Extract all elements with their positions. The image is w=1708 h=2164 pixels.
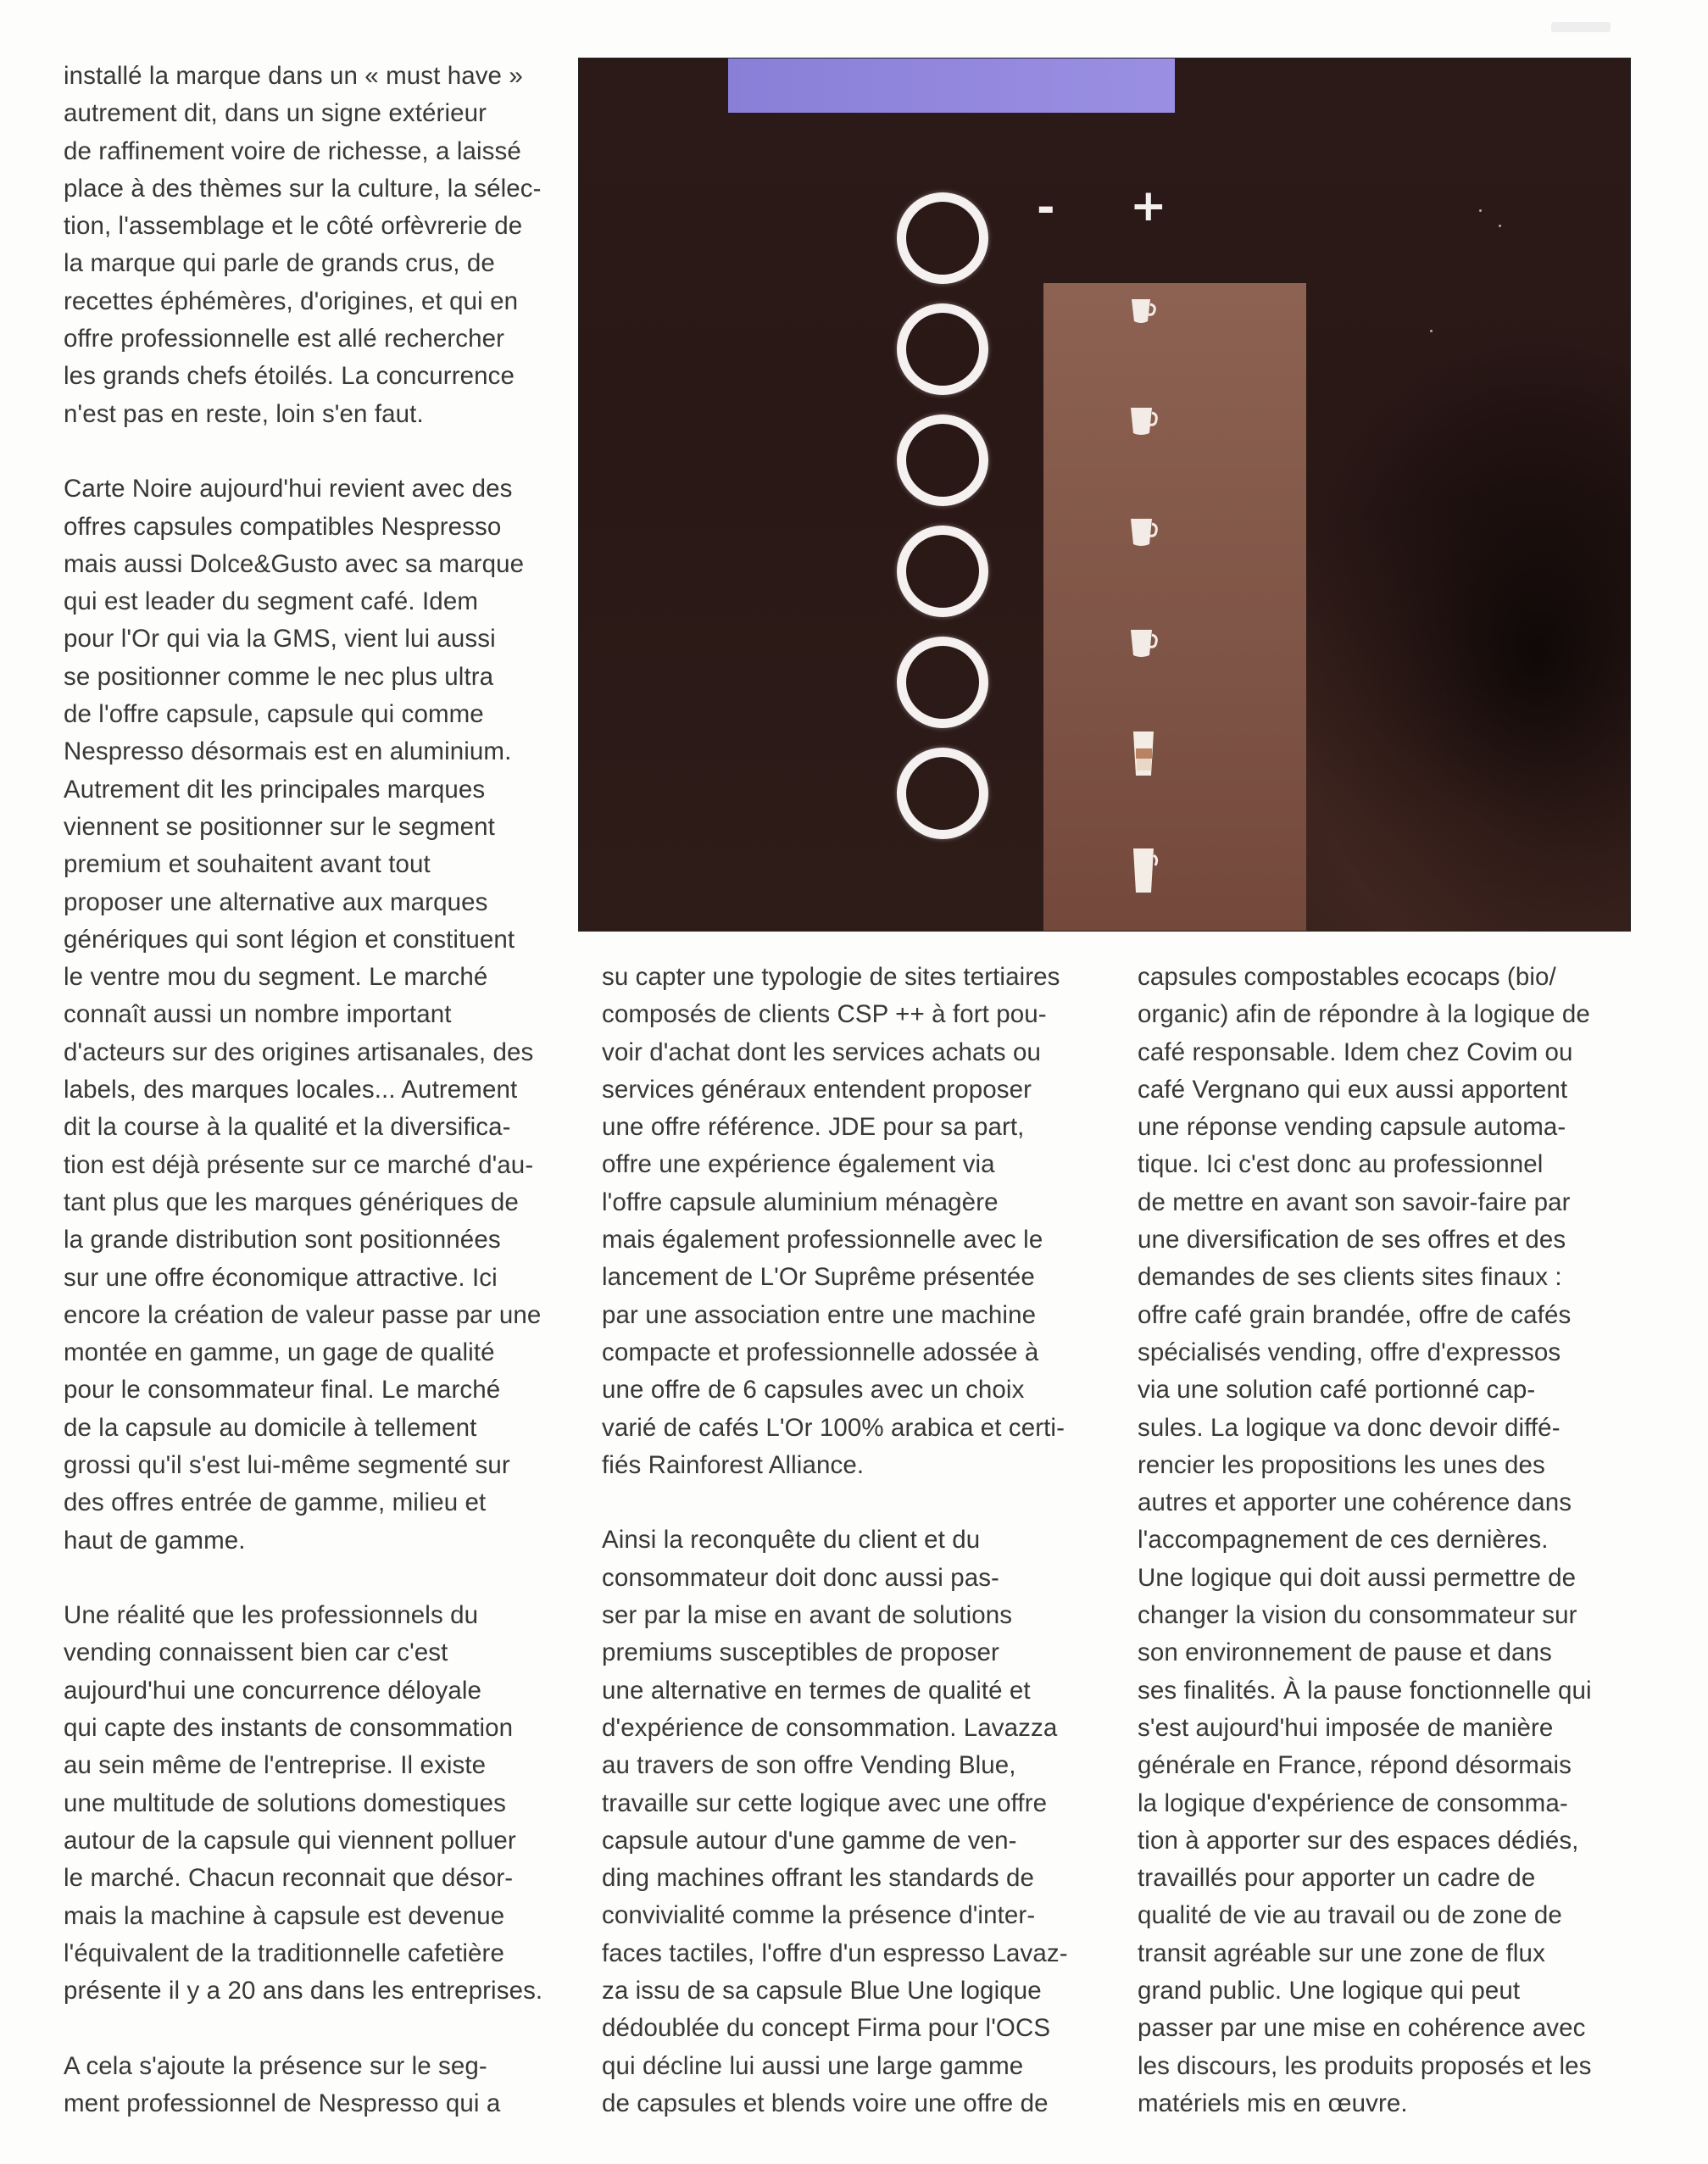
text-line: autour de la capsule qui viennent polluer [64,1826,516,1855]
text-line: ser par la mise en avant de solutions [602,1601,1013,1630]
text-line: transit agréable sur une zone de flux [1138,1939,1545,1967]
text-line: pour le consommateur final. Le marché [64,1376,501,1405]
text-line: vending connaissent bien car c'est [64,1638,448,1667]
text-line: installé la marque dans un « must have » [64,62,523,90]
text-line: dit la course à la qualité et la diversifica- [64,1113,511,1142]
text-line: travaille sur cette logique avec une offre [602,1788,1048,1817]
text-line: autres et apporter une cohérence dans [1138,1488,1572,1517]
text-line: une réponse vending capsule automa- [1138,1113,1566,1142]
paragraph-break [64,433,572,470]
text-line: consommateur doit donc aussi pas- [602,1563,999,1592]
text-line: tique. Ici c'est donc au professionnel [1138,1150,1544,1179]
article-column-right [1138,959,1646,2122]
text-line: une multitude de solutions domestiques [64,1788,507,1817]
text-line: qui capte des instants de consommation [64,1714,514,1743]
photo-speck [1479,209,1482,212]
text-line: génériques qui sont légion et constituent [64,925,515,954]
text-line: pour l'Or qui via la GMS, vient lui aussi [64,625,496,654]
text-line: l'équivalent de la traditionnelle cafetière [64,1939,504,1967]
text-line: offre professionnelle est allé rechercher [64,325,505,353]
drink-menu-panel [1043,283,1306,931]
selection-ring-6 [897,748,988,839]
text-line: la grande distribution sont positionnées [64,1226,501,1254]
text-line: offre café grain brandée, offre de cafés [1138,1300,1572,1329]
text-line: za issu de sa capsule Blue Une logique [602,1977,1042,2005]
text-line: le marché. Chacun reconnait que désor- [64,1864,514,1893]
text-line: tant plus que les marques génériques de [64,1188,519,1216]
text-line: lancement de L'Or Suprême présentée [602,1263,1035,1292]
text-line: une offre de 6 capsules avec un choix [602,1376,1025,1405]
text-line: café responsable. Idem chez Covim ou [1138,1037,1573,1066]
text-line: de capsules et blends voire une offre de [602,2089,1049,2117]
minus-button-icon: - [1037,182,1055,233]
text-line: de raffinement voire de richesse, a laissé [64,136,521,165]
text-line: qualité de vie au travail ou de zone de [1138,1901,1562,1930]
latte-macchiato-glass-icon [1128,730,1159,777]
text-line: de mettre en avant son savoir-faire par [1138,1188,1571,1216]
text-line: rencier les propositions les unes des [1138,1450,1545,1479]
text-line: au travers de son offre Vending Blue, [602,1751,1016,1780]
text-line: Nespresso désormais est en aluminium. [64,737,512,766]
text-line: haut de gamme. [64,1526,246,1555]
text-line: aujourd'hui une concurrence déloyale [64,1676,482,1705]
text-line: qui est leader du segment café. Idem [64,587,478,616]
text-line: Une logique qui doit aussi permettre de [1138,1563,1577,1592]
text-line: encore la création de valeur passe par une [64,1300,542,1329]
text-line: composés de clients CSP ++ à fort pou- [602,1000,1047,1029]
selection-ring-4 [897,526,988,617]
text-line: offres capsules compatibles Nespresso [64,512,502,541]
text-line: mais aussi Dolce&Gusto avec sa marque [64,549,525,578]
selection-ring-1 [897,192,988,284]
text-line: l'offre capsule aluminium ménagère [602,1188,999,1216]
text-line: Ainsi la reconquête du client et du [602,1526,981,1555]
text-line: sur une offre économique attractive. Ici [64,1263,498,1292]
text-line: tion est déjà présente sur ce marché d'au- [64,1150,534,1179]
text-line: par une association entre une machine [602,1300,1037,1329]
text-line: générale en France, répond désormais [1138,1751,1572,1780]
text-line: travaillés pour apporter un cadre de [1138,1864,1536,1893]
text-line: l'accompagnement de ces dernières. [1138,1526,1549,1555]
text-line: premiums susceptibles de proposer [602,1638,999,1667]
paragraph-break [64,2010,572,2047]
article-column-left [64,58,572,2122]
text-line: grossi qu'il s'est lui-même segmenté sur [64,1450,510,1479]
text-line: demandes de ses clients sites finaux : [1138,1263,1562,1292]
selection-ring-5 [897,637,988,728]
text-line: une offre référence. JDE pour sa part, [602,1113,1025,1142]
selection-ring-3 [897,414,988,506]
text-line: premium et souhaitent avant tout [64,850,431,879]
text-line: ment professionnel de Nespresso qui a [64,2089,501,2118]
text-line: fiés Rainforest Alliance. [602,1450,865,1479]
text-line: le ventre mou du segment. Le marché [64,963,488,992]
text-line: passer par une mise en cohérence avec [1138,2014,1586,2043]
text-line: qui décline lui aussi une large gamme [602,2051,1024,2080]
text-line: une alternative en termes de qualité et [602,1676,1031,1705]
text-line: la marque qui parle de grands crus, de [64,249,495,278]
text-line: sules. La logique va donc devoir diffé- [1138,1413,1561,1442]
machine-display-screen [728,58,1175,113]
text-line: offre une expérience également via [602,1150,995,1179]
photo-speck [1430,330,1433,332]
coffee-machine-photo [579,58,1630,931]
long-coffee-cup-icon [1128,514,1159,549]
text-line: une diversification de ses offres et des [1138,1226,1566,1254]
text-line: ding machines offrant les standards de [602,1864,1034,1893]
text-line: matériels mis en œuvre. [1138,2089,1408,2117]
espresso-cup-icon [1128,292,1159,328]
text-line: café Vergnano qui eux aussi apportent [1138,1075,1568,1104]
paragraph-break [602,1484,1110,1521]
text-line: tion, l'assemblage et le côté orfèvrerie de [64,212,523,241]
text-line: au sein même de l'entreprise. Il existe [64,1751,487,1780]
text-line: changer la vision du consommateur sur [1138,1601,1577,1630]
text-line: proposer une alternative aux marques [64,887,488,916]
article-column-middle [602,959,1110,2122]
text-line: de la capsule au domicile à tellement [64,1413,477,1442]
selection-ring-2 [897,303,988,395]
text-line: n'est pas en reste, loin s'en faut. [64,399,424,428]
text-line: ses finalités. À la pause fonctionnelle qui [1138,1676,1592,1705]
text-line: viennent se positionner sur le segment [64,812,495,841]
text-line: connaît aussi un nombre important [64,1000,452,1029]
text-line: services généraux entendent proposer [602,1075,1032,1104]
text-line: capsules compostables ecocaps (bio/ [1138,963,1556,991]
text-line: voir d'achat dont les services achats ou [602,1037,1041,1066]
text-line: les grands chefs étoilés. La concurrence [64,362,515,391]
text-line: Carte Noire aujourd'hui revient avec des [64,475,513,503]
text-line: capsule autour d'une gamme de ven- [602,1826,1017,1855]
text-line: convivialité comme la présence d'inter- [602,1901,1036,1930]
text-line: s'est aujourd'hui imposée de manière [1138,1713,1554,1742]
photo-speck [1499,225,1501,227]
text-line: Une réalité que les professionnels du [64,1601,479,1630]
coffee-cup-icon [1128,403,1159,438]
milk-glass-icon [1128,847,1159,894]
text-line: montée en gamme, un gage de qualité [64,1338,495,1367]
page-header-mark [1551,22,1611,32]
text-line: son environnement de pause et dans [1138,1638,1552,1667]
text-line: labels, des marques locales... Autrement [64,1076,518,1104]
text-line: tion à apporter sur des espaces dédiés, [1138,1826,1579,1855]
text-line: d'acteurs sur des origines artisanales, des [64,1037,534,1066]
text-line: d'expérience de consommation. Lavazza [602,1713,1058,1742]
text-line: compacte et professionnelle adossée à [602,1338,1039,1366]
text-line: se positionner comme le nec plus ultra [64,662,494,691]
text-line: les discours, les produits proposés et les [1138,2051,1592,2080]
text-line: mais la machine à capsule est devenue [64,1901,505,1930]
text-line: des offres entrée de gamme, milieu et [64,1488,487,1517]
text-line: mais également professionnelle avec le [602,1226,1043,1254]
text-line: autrement dit, dans un signe extérieur [64,99,487,128]
plus-button-icon: + [1130,181,1167,231]
text-line: A cela s'ajoute la présence sur le seg- [64,2051,487,2080]
text-line: dédoublée du concept Firma pour l'OCS [602,2014,1051,2043]
text-line: Autrement dit les principales marques [64,775,486,804]
text-line: recettes éphémères, d'origines, et qui en [64,286,519,315]
text-line: organic) afin de répondre à la logique de [1138,1000,1590,1029]
text-line: spécialisés vending, offre d'expressos [1138,1338,1561,1366]
text-line: de l'offre capsule, capsule qui comme [64,700,484,729]
mug-icon [1128,625,1159,660]
text-line: la logique d'expérience de consomma- [1138,1788,1568,1817]
text-line: place à des thèmes sur la culture, la sélec- [64,174,542,203]
text-line: grand public. Une logique qui peut [1138,1977,1521,2005]
paragraph-break [64,1560,572,1597]
text-line: varié de cafés L'Or 100% arabica et certi- [602,1413,1065,1442]
text-line: via une solution café portionné cap- [1138,1376,1536,1405]
text-line: présente il y a 20 ans dans les entreprises. [64,1977,543,2005]
text-line: faces tactiles, l'offre d'un espresso Lavaz- [602,1939,1068,1967]
text-line: su capter une typologie de sites tertiaires [602,963,1060,991]
